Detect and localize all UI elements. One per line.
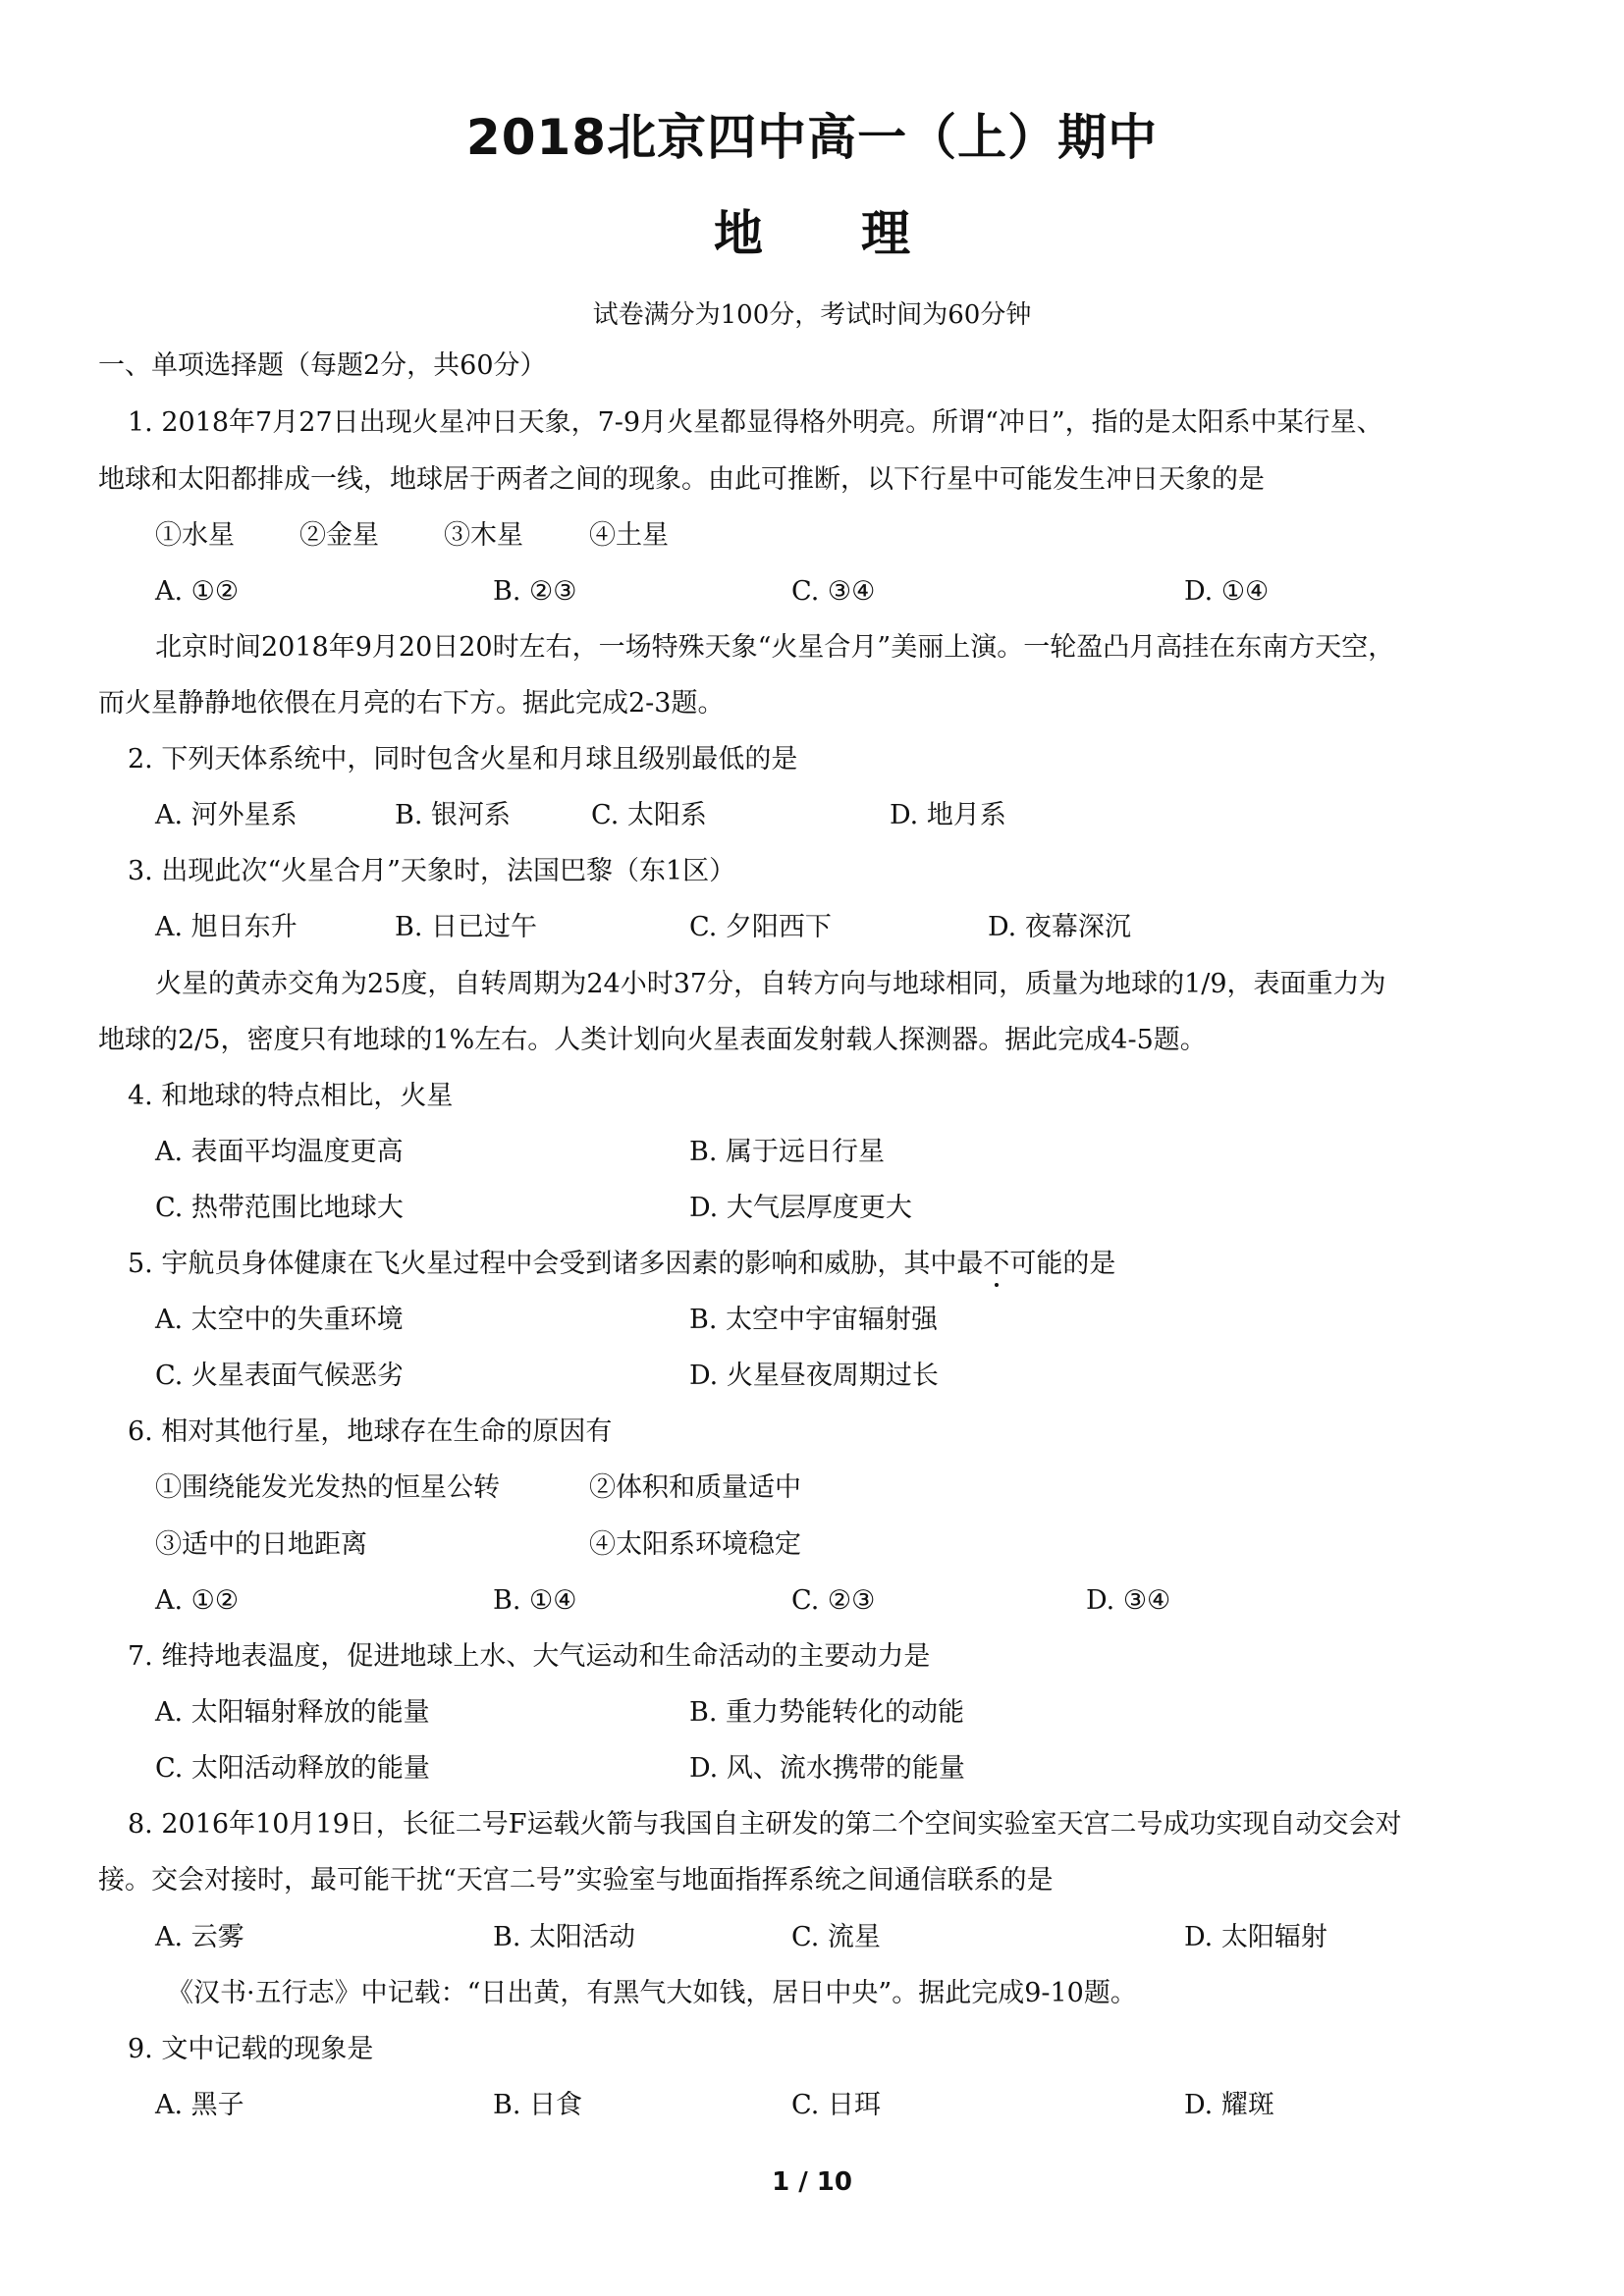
q5-stem-pre: 5. 宇航员身体健康在飞火星过程中会受到诸多因素的影响和威胁，其中最 (128, 1249, 984, 1279)
subject-heading (0, 194, 1624, 265)
q2-option-a: A. 河外星系 (155, 800, 298, 830)
q6-item-1: ①围绕能发光发热的恒星公转 (155, 1472, 500, 1503)
exam-title: 2018北京四中高一（上）期中 (465, 109, 1159, 166)
q9-stem: 9. 文中记载的现象是 (128, 2034, 374, 2064)
q6-item-3: ③适中的日地距离 (155, 1529, 367, 1560)
subject-char-1: 地 (714, 205, 763, 262)
q1-option-c: C. ③④ (791, 576, 876, 607)
q9-option-d: D. 耀斑 (1184, 2090, 1274, 2120)
q7-stem: 7. 维持地表温度，促进地球上水、大气运动和生命活动的主要动力是 (128, 1641, 931, 1672)
q5-option-c: C. 火星表面气候恶劣 (155, 1361, 404, 1391)
q7-option-d: D. 风、流水携带的能量 (689, 1753, 965, 1784)
q7-option-c: C. 太阳活动释放的能量 (155, 1753, 430, 1784)
subject-char-2: 理 (861, 205, 910, 262)
q6-stem: 6. 相对其他行星，地球存在生命的原因有 (128, 1416, 613, 1447)
q1-stem-line1: 1. 2018年7月27日出现火星冲日天象，7-9月火星都显得格外明亮。所谓“冲日”，指的是太阳系中某行星、 (128, 407, 1383, 438)
q9-option-b: B. 日食 (493, 2090, 583, 2120)
passage-4-5-line2: 地球的2/5，密度只有地球的1%左右。人类计划向火星表面发射载人探测器。据此完成4-5题。 (98, 1025, 1207, 1055)
q6-item-4: ④太阳系环境稳定 (589, 1529, 801, 1560)
q9-option-c: C. 日珥 (791, 2090, 881, 2120)
q4-option-c: C. 热带范围比地球大 (155, 1193, 404, 1223)
q8-option-b: B. 太阳活动 (493, 1922, 636, 1952)
q5-option-d: D. 火星昼夜周期过长 (689, 1361, 939, 1391)
q5-stem-post: 可能的是 (1009, 1249, 1116, 1279)
q1-item-1: ①水星 (155, 520, 235, 551)
q3-option-c: C. 夕阳西下 (689, 912, 832, 942)
q3-option-d: D. 夜幕深沉 (988, 912, 1131, 942)
q5-stem-emphasis: 不 (983, 1249, 1010, 1279)
q8-option-d: D. 太阳辐射 (1184, 1922, 1327, 1952)
passage-2-3-line1: 北京时间2018年9月20日20时左右，一场特殊天象“火星合月”美丽上演。一轮盈凸月高挂在东南方天空， (155, 632, 1395, 663)
q7-option-a: A. 太阳辐射释放的能量 (155, 1697, 430, 1728)
passage-9-10: 《汉书·五行志》中记载：“日出黄，有黑气大如钱，居日中央”。据此完成9-10题。 (167, 1978, 1137, 2008)
passage-2-3-line2: 而火星静静地依偎在月亮的右下方。据此完成2-3题。 (98, 688, 725, 719)
q8-option-c: C. 流星 (791, 1922, 881, 1952)
q1-option-a: A. ①② (155, 576, 240, 607)
q1-item-4: ④土星 (589, 520, 669, 551)
q2-option-d: D. 地月系 (890, 800, 1006, 830)
q4-option-a: A. 表面平均温度更高 (155, 1137, 404, 1167)
passage-4-5-line1: 火星的黄赤交角为25度，自转周期为24小时37分，自转方向与地球相同，质量为地球的1/9，表面重力为 (155, 969, 1386, 999)
q1-stem-line2: 地球和太阳都排成一线，地球居于两者之间的现象。由此可推断，以下行星中可能发生冲日天象的是 (98, 464, 1265, 495)
q1-item-3: ③木星 (444, 520, 523, 551)
q6-option-b: B. ①④ (493, 1585, 577, 1616)
q6-option-c: C. ②③ (791, 1585, 876, 1616)
q9-option-a: A. 黑子 (155, 2090, 244, 2120)
exam-note: 试卷满分为100分，考试时间为60分钟 (592, 300, 1032, 330)
q2-stem: 2. 下列天体系统中，同时包含火星和月球且级别最低的是 (128, 744, 798, 774)
q6-item-2: ②体积和质量适中 (589, 1472, 801, 1503)
q7-option-b: B. 重力势能转化的动能 (689, 1697, 965, 1728)
q2-option-b: B. 银河系 (395, 800, 512, 830)
q4-stem: 4. 和地球的特点相比，火星 (128, 1081, 454, 1111)
q8-stem-line1: 8. 2016年10月19日，长征二号F运载火箭与我国自主研发的第二个空间实验室天宫二号成功实现自动交会对 (128, 1809, 1402, 1840)
q1-item-2: ②金星 (299, 520, 379, 551)
q5-option-b: B. 太空中宇宙辐射强 (689, 1305, 939, 1335)
q3-option-a: A. 旭日东升 (155, 912, 298, 942)
q1-option-d: D. ①④ (1184, 576, 1270, 607)
q5-option-a: A. 太空中的失重环境 (155, 1305, 404, 1335)
q4-option-d: D. 大气层厚度更大 (689, 1193, 912, 1223)
q1-option-b: B. ②③ (493, 576, 577, 607)
q5-stem (128, 1251, 1115, 1277)
q6-option-d: D. ③④ (1086, 1585, 1171, 1616)
q8-stem-line2: 接。交会对接时，最可能干扰“天宫二号”实验室与地面指挥系统之间通信联系的是 (98, 1865, 1054, 1896)
q6-option-a: A. ①② (155, 1585, 240, 1616)
page-number: 1 / 10 (772, 2167, 852, 2197)
q3-option-b: B. 日已过午 (395, 912, 538, 942)
q8-option-a: A. 云雾 (155, 1922, 244, 1952)
q3-stem: 3. 出现此次“火星合月”天象时，法国巴黎（东1区） (128, 856, 736, 886)
q2-option-c: C. 太阳系 (591, 800, 707, 830)
q4-option-b: B. 属于远日行星 (689, 1137, 886, 1167)
section-heading: 一、单项选择题（每题2分，共60分） (98, 350, 547, 381)
